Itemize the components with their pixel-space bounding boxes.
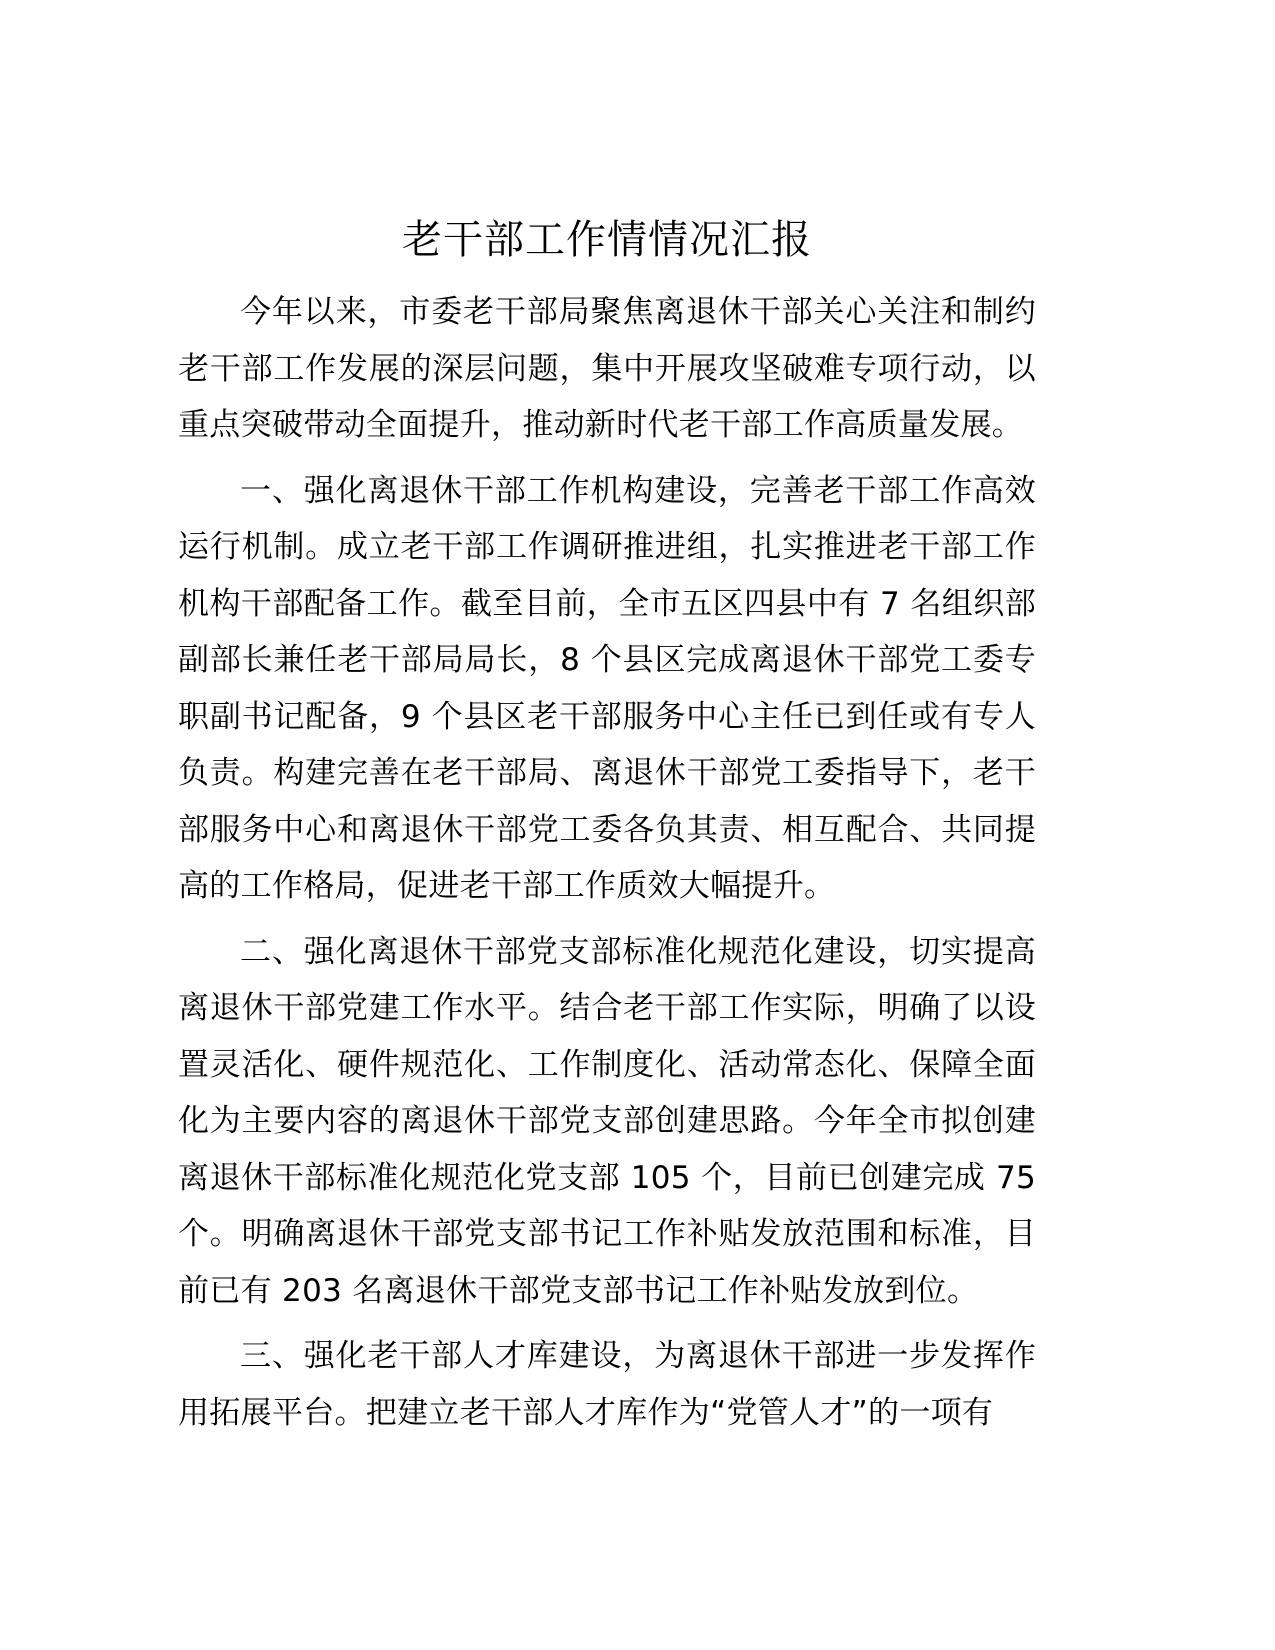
document-title: 老干部工作情情况汇报 bbox=[402, 217, 812, 263]
paragraph-section-3: 三、强化老干部人才库建设，为离退休干部进一步发挥作用拓展平台。把建立老干部人才库作为“党管人才”的一项有 bbox=[178, 1338, 1036, 1431]
paragraph-section-1: 一、强化离退休干部工作机构建设，完善老干部工作高效运行机制。成立老干部工作调研推进组，扎实推进老干部工作机构干部配备工作。截至目前，全市五区四县中有 7 名组织部副部长兼任老干部局局长，8 个县区完成离退休干部党工委专职副书记配备，9 个县区老干部服务中心主任已到任或有专人负责。构建完善在老干部局、离退休干部党工委指导下，老干部服务中心和离退休干部党工委各负其责、相互配合、共同提高的工作格局，促进老干部工作质效大幅提升。 bbox=[178, 472, 1036, 904]
document-page bbox=[178, 210, 1036, 1450]
paragraph-intro: 今年以来，市委老干部局聚焦离退休干部关心关注和制约老干部工作发展的深层问题，集中开展攻坚破难专项行动，以重点突破带动全面提升，推动新时代老干部工作高质量发展。 bbox=[178, 294, 1036, 443]
paragraph-section-2: 二、强化离退休干部党支部标准化规范化建设，切实提高离退休干部党建工作水平。结合老干部工作实际，明确了以设置灵活化、硬件规范化、工作制度化、活动常态化、保障全面化为主要内容的离退休干部党支部创建思路。今年全市拟创建离退休干部标准化规范化党支部 105 个，目前已创建完成 75 个。明确离退休干部党支部书记工作补贴发放范围和标准，目前已有 203 名离退休干部党支部书记工作补贴发放到位。 bbox=[178, 933, 1036, 1309]
